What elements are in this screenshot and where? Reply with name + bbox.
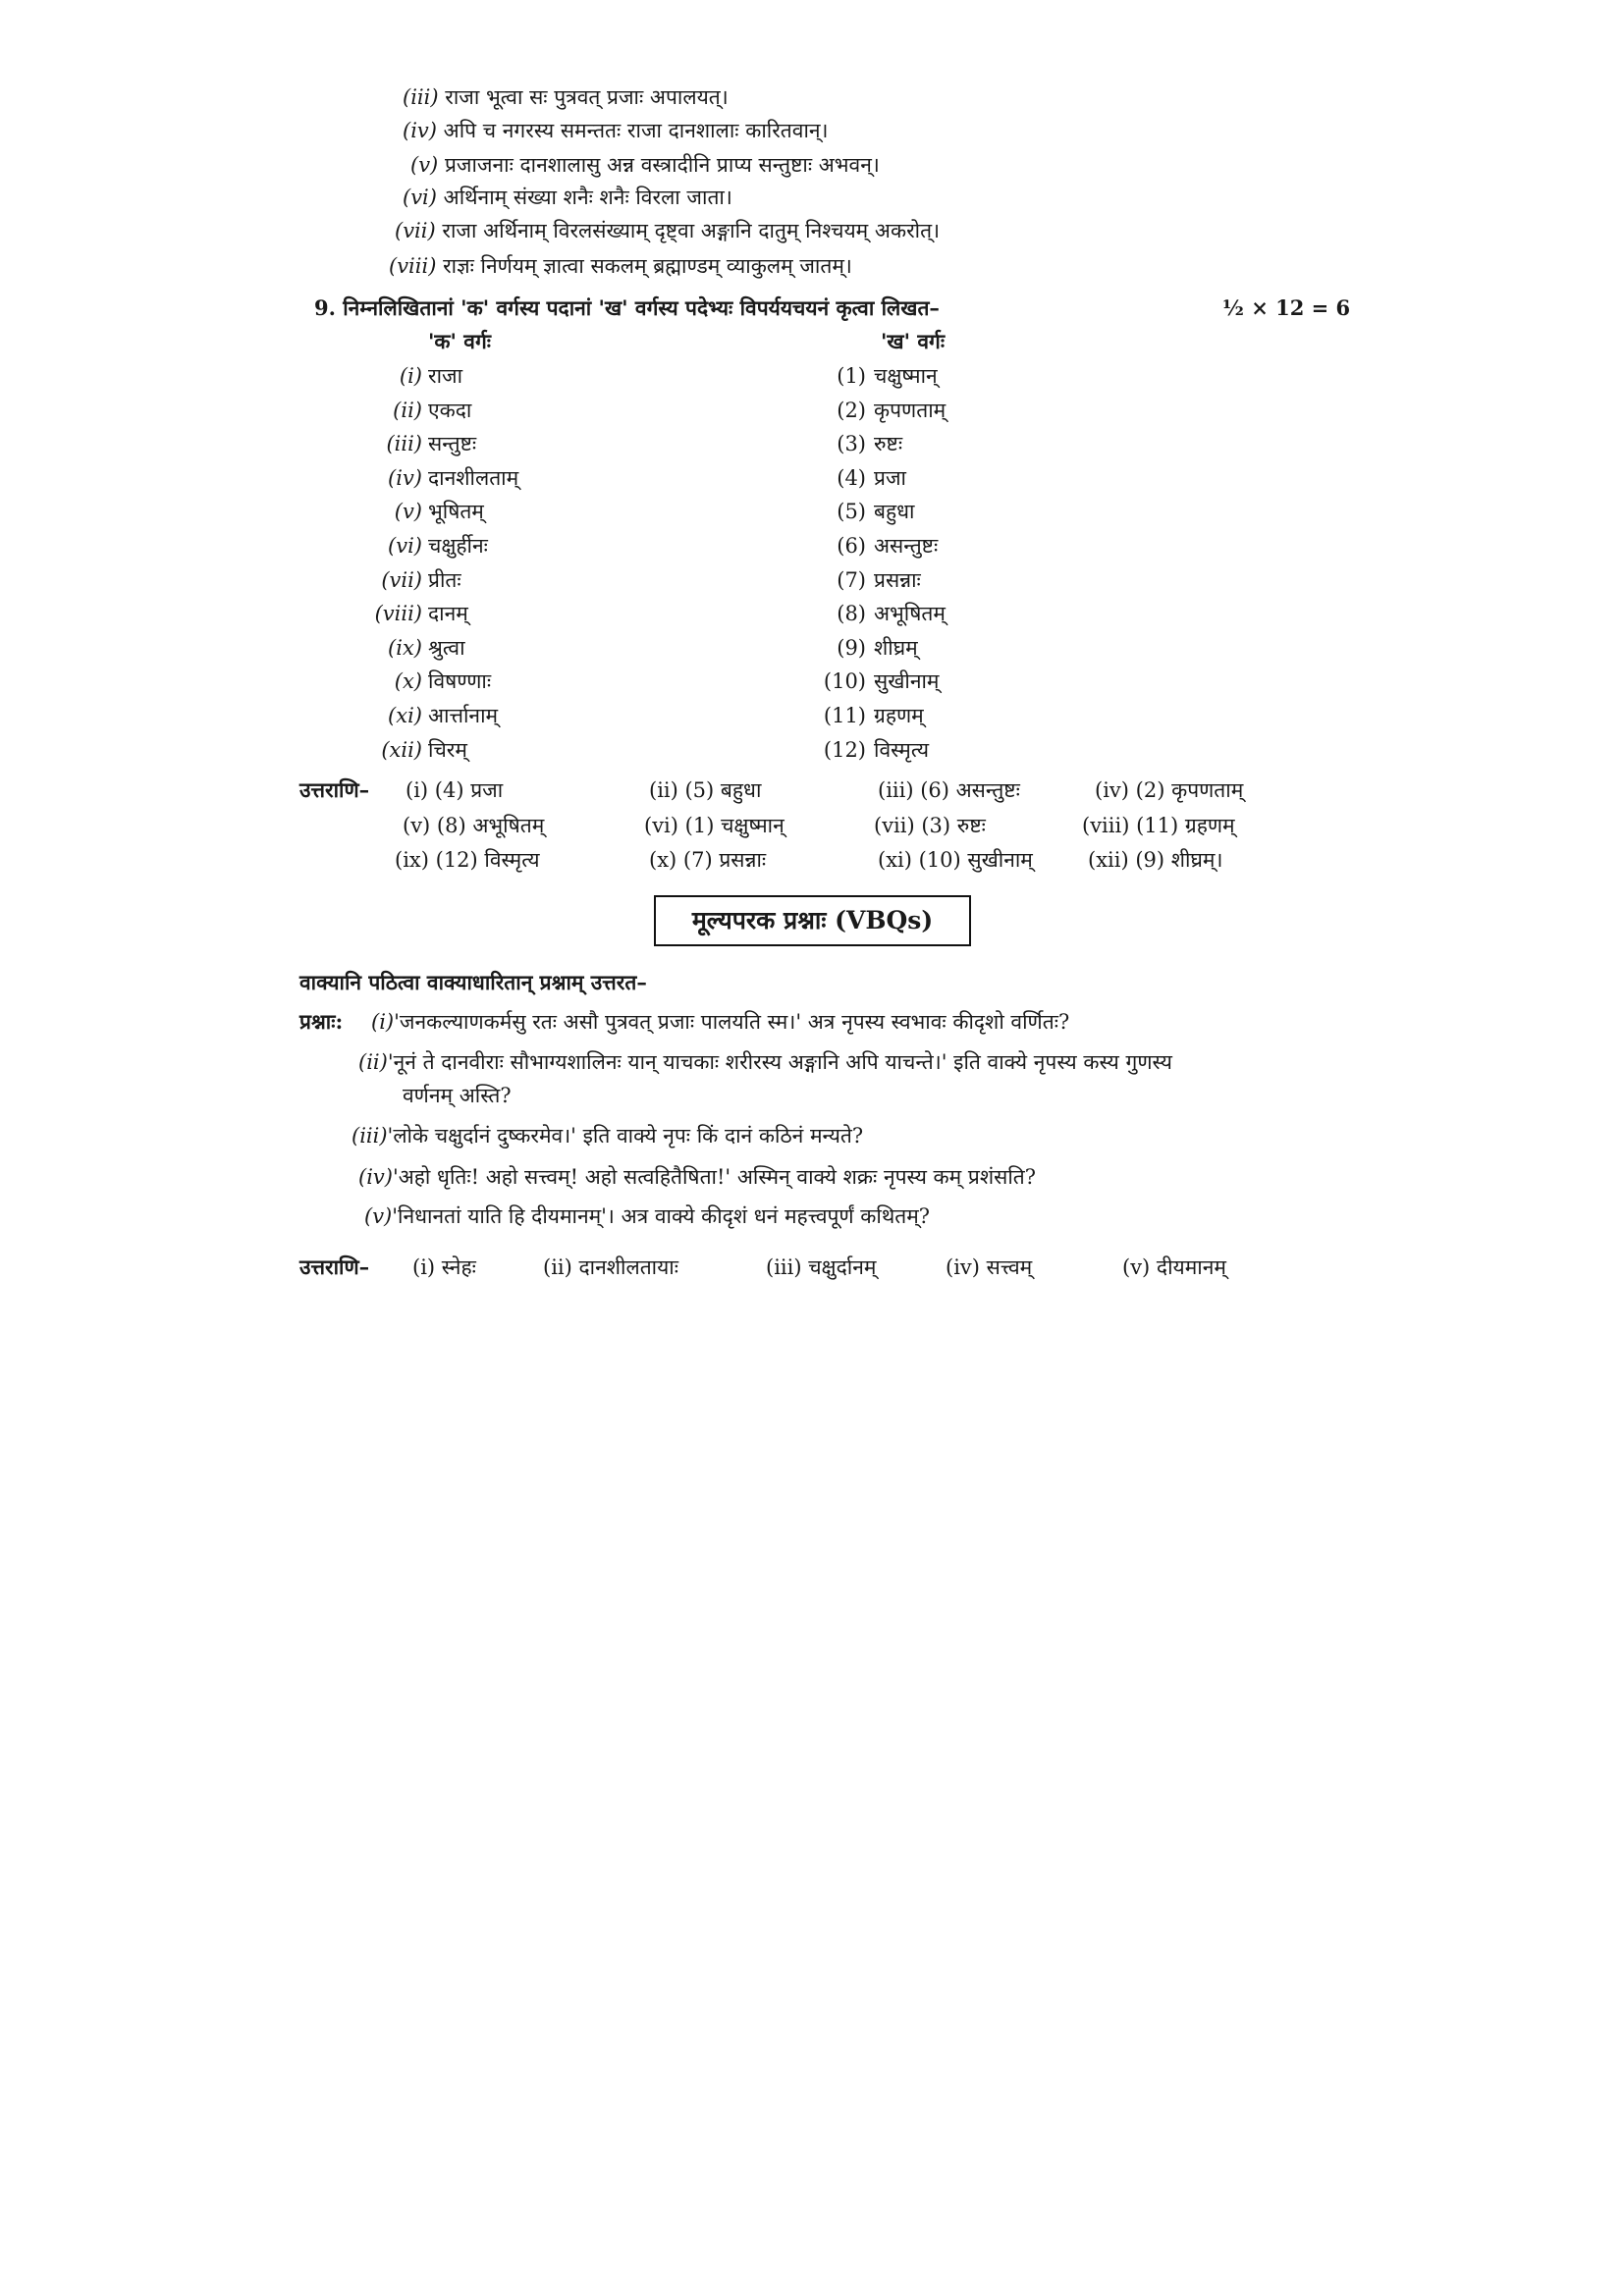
kha-item (817, 735, 929, 765)
item-number: (1) (837, 364, 866, 388)
item-number: (viii) (374, 602, 422, 626)
vbq-question-continuation: वर्णनम् अस्ति? (403, 1084, 512, 1107)
item-number: (4) (837, 465, 866, 490)
answer-pair: (xii) (9) शीघ्रम्। (1088, 848, 1223, 872)
ka-item (353, 565, 461, 595)
item-number: (i) (399, 364, 422, 388)
answer-pair: (vi) (1) चक्षुष्मान् (644, 813, 784, 837)
item-text: प्रीतः (428, 567, 461, 592)
item-text: ग्रहणम् (874, 704, 924, 727)
ka-item (353, 701, 498, 730)
sentence-line (403, 82, 729, 112)
sentence-line (403, 183, 732, 212)
sentence-text: प्रजाजनाः दानशालासु अन्न वस्त्रादीनि प्राप्य सन्तुष्टाः अभवन्। (444, 153, 880, 177)
vbq-question (364, 1201, 930, 1231)
questions-label-text: प्रश्नाः (299, 1009, 336, 1034)
kha-item (817, 497, 915, 526)
ka-item (353, 633, 465, 663)
question-text: 'निधानतां याति हि दीयमानम्'। अत्र वाक्ये कीदृशं धनं महत्त्वपूर्णं कथितम्? (392, 1204, 931, 1228)
vbq-question (358, 1047, 1172, 1077)
item-number: (xi) (388, 704, 422, 727)
answer-pair: (iii) (6) असन्तुष्टः (878, 778, 1020, 802)
question-text: 'नूनं ते दानवीराः सौभाग्यशालिनः यान् याचकाः शरीरस्य अङ्गानि अपि याचन्ते।' इति वाक्ये नृपस्य कस्य गुणस्य (387, 1050, 1172, 1074)
question-9: 9. निम्नलिखितानां 'क' वर्गस्य पदानां 'ख' वर्गस्य पदेभ्यः विपर्ययचयनं कृत्वा लिखत– (314, 295, 940, 320)
answer-pair: (viii) (11) ग्रहणम् (1082, 813, 1235, 837)
answer-pair: (vii) (3) रुष्टः (874, 813, 986, 837)
sentence-text: अपि च नगरस्य समन्ततः राजा दानशालाः कारितवान्। (443, 119, 829, 142)
item-text: आर्त्तानाम् (428, 704, 499, 727)
item-number: (viii) (389, 254, 437, 278)
item-number: (v) (364, 1204, 393, 1228)
vbq-question (358, 1162, 1036, 1192)
kha-item (817, 531, 938, 561)
item-text: राजा (428, 364, 463, 388)
item-number: (ii) (393, 398, 422, 422)
vbq-question (352, 1121, 863, 1150)
vbq-instruction: वाक्यानि पठित्वा वाक्याधारितान् प्रश्नाम् उत्तरत– (299, 970, 647, 994)
ka-item (353, 429, 476, 458)
answer-pair: (xi) (10) सुखीनाम् (878, 848, 1033, 872)
kha-item (817, 361, 938, 391)
kha-item (817, 633, 918, 663)
question-text: 'लोके चक्षुर्दानं दुष्करमेव।' इति वाक्ये नृपः किं दानं कठिनं मन्यते? (387, 1124, 864, 1148)
ka-item (353, 735, 467, 765)
item-text: विषण्णाः (428, 669, 492, 694)
item-number: (vii) (381, 567, 422, 592)
ka-item (353, 497, 484, 526)
sentence-line (403, 116, 829, 145)
sentence-text: अर्थिनाम् संख्या शनैः शनैः विरला जाता। (443, 186, 732, 209)
item-number: (2) (837, 398, 866, 422)
item-number: (3) (837, 432, 866, 456)
answer-pair: (ii) (5) बहुधा (649, 778, 762, 802)
item-text: भूषितम् (428, 500, 484, 524)
item-text: रुष्टः (874, 432, 903, 456)
item-number: (iv) (358, 1165, 393, 1189)
item-number: (10) (823, 669, 866, 694)
answers-label: उत्तराणि– (299, 777, 370, 802)
vbq-heading-box: मूल्यपरक प्रश्नाः (VBQs) (654, 895, 971, 946)
item-number: (5) (837, 500, 866, 524)
kha-item (817, 429, 902, 458)
item-number: (x) (394, 669, 422, 694)
item-number: (ii) (358, 1050, 388, 1074)
kha-item (817, 599, 946, 628)
sentence-text: राजा भूत्वा सः पुत्रवत् प्रजाः अपालयत्। (445, 85, 729, 109)
item-text: शीघ्रम् (874, 635, 918, 660)
item-text: अभूषितम् (874, 602, 946, 626)
item-text: असन्तुष्टः (874, 534, 939, 558)
item-number: (iv) (388, 465, 422, 490)
item-text: चक्षुष्मान् (874, 364, 938, 388)
answer-pair: (v) (8) अभूषितम् (403, 813, 545, 837)
ka-item (353, 463, 518, 493)
answer-pair: (x) (7) प्रसन्नाः (649, 848, 767, 872)
item-text: सुखीनाम् (874, 669, 940, 694)
sentence-line (389, 251, 852, 281)
kha-item (817, 701, 924, 730)
ka-item (353, 361, 462, 391)
item-text: कृपणताम् (874, 398, 947, 422)
sentence-text: राज्ञः निर्णयम् ज्ञात्वा सकलम् ब्रह्माण्डम् व्याकुलम् जातम्। (443, 254, 852, 278)
item-number: (vi) (403, 186, 437, 209)
ka-item (353, 599, 468, 628)
item-number: (vi) (388, 534, 422, 558)
answer-pair: (i) (4) प्रजा (406, 778, 504, 802)
item-text: चक्षुर्हीनः (428, 534, 488, 558)
ka-item (353, 531, 488, 561)
vbq-answer: (i) स्नेहः (412, 1255, 476, 1279)
item-text: दानशीलताम् (428, 465, 519, 490)
item-text: चिरम् (428, 737, 467, 762)
item-number: (6) (837, 534, 866, 558)
question-text: 'अहो धृतिः! अहो सत्त्वम्! अहो सत्वहितैषिता!' अस्मिन् वाक्ये शक्रः नृपस्य कम् प्रशंसति? (392, 1165, 1037, 1189)
kha-item (817, 667, 939, 696)
item-text: प्रसन्नाः (874, 567, 921, 592)
item-number: (ix) (388, 635, 422, 660)
sentence-line (410, 150, 880, 180)
question-marks: ½ × 12 = 6 (1222, 295, 1351, 320)
vbq-answer: (iii) चक्षुर्दानम् (766, 1255, 877, 1279)
answer-pair: (iv) (2) कृपणताम् (1095, 778, 1244, 802)
item-number: (vii) (395, 219, 436, 242)
item-number: (iii) (403, 85, 439, 109)
kha-item (817, 463, 906, 493)
question-text: 'जनकल्याणकर्मसु रतः असौ पुत्रवत् प्रजाः पालयति स्म।' अत्र नृपस्य स्वभावः कीदृशो वर्णितः? (394, 1010, 1070, 1034)
item-text: श्रुत्वा (428, 635, 465, 660)
column-kha-heading: 'ख' वर्गः (881, 329, 946, 353)
sentence-text: राजा अर्थिनाम् विरलसंख्याम् दृष्ट्वा अङ्गानि दातुम् निश्चयम् अकरोत्। (442, 219, 941, 242)
sentence-line (395, 216, 940, 245)
vbq-question (371, 1007, 1069, 1037)
column-ka-heading: 'क' वर्गः (428, 329, 492, 353)
vbq-answer: (iv) सत्त्वम् (946, 1255, 1033, 1279)
item-number: (11) (823, 704, 866, 727)
item-number: (iv) (403, 119, 437, 142)
item-text: विस्मृत्य (874, 737, 930, 762)
kha-item (817, 565, 921, 595)
item-number: (xii) (381, 737, 422, 762)
item-number: (v) (410, 153, 439, 177)
item-number: (v) (394, 500, 422, 524)
item-number: (12) (823, 737, 866, 762)
item-number: (7) (837, 567, 866, 592)
vbq-answer: (ii) दानशीलतायाः (543, 1255, 678, 1279)
kha-item (817, 396, 946, 425)
item-text: एकदा (428, 398, 472, 422)
item-number: (8) (837, 602, 866, 626)
vbq-answers-label: उत्तराणि– (299, 1255, 370, 1279)
vbq-answer: (v) दीयमानम् (1122, 1255, 1226, 1279)
item-text: सन्तुष्टः (428, 432, 477, 456)
item-text: बहुधा (874, 500, 915, 524)
ka-item (353, 667, 491, 696)
item-number: (iii) (352, 1124, 388, 1148)
questions-label: प्रश्नाः: (299, 1009, 344, 1034)
ka-item (353, 396, 471, 425)
item-number: (iii) (386, 432, 422, 456)
answer-pair: (ix) (12) विस्मृत्य (395, 848, 540, 872)
item-number: (i) (371, 1010, 395, 1034)
item-text: प्रजा (874, 465, 906, 490)
item-number: (9) (837, 635, 866, 660)
item-text: दानम् (428, 602, 468, 626)
